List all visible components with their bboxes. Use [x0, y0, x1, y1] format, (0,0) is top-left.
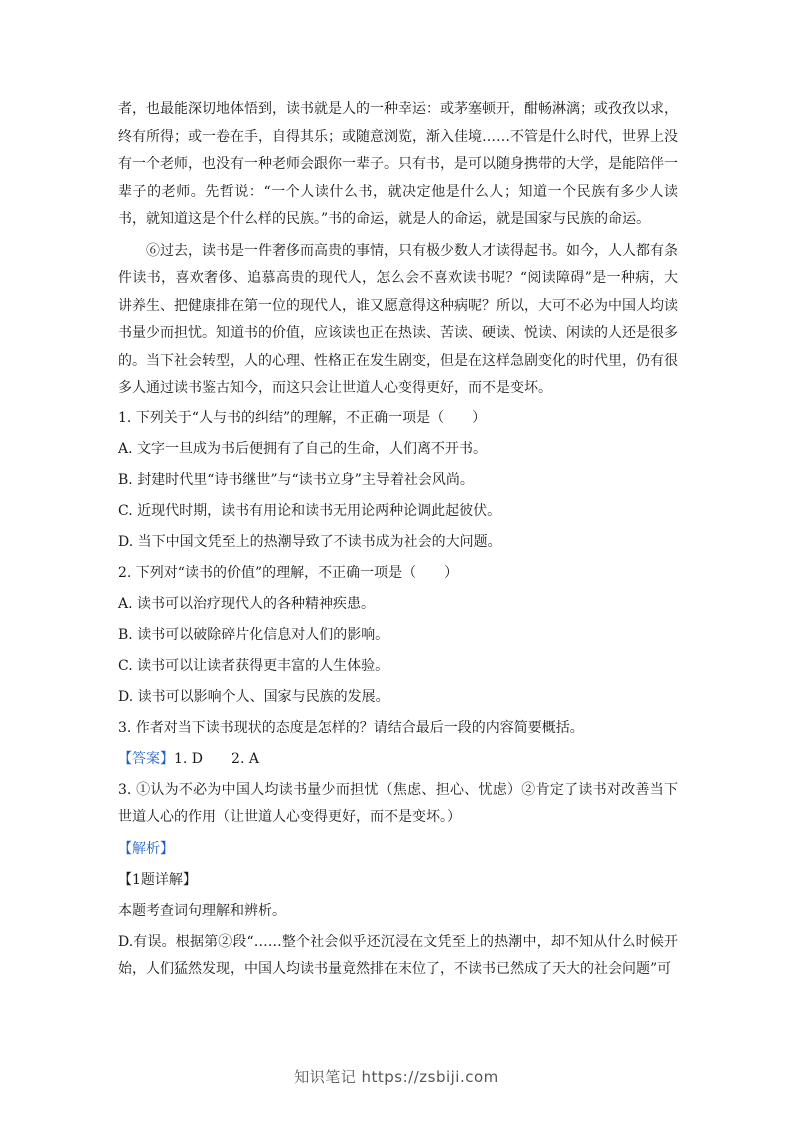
analysis-subtitle: 【1题详解】 [118, 871, 197, 888]
question-1 [118, 403, 678, 558]
answer-line [118, 744, 678, 775]
passage-paragraph-5-end: 者，也最能深切地体悟到，读书就是人的一种幸运：或茅塞顿开，酣畅淋漓；或孜孜以求，终有所得；或一卷在手，自得其乐；或随意浏览，渐入佳境……不管是什么时代，世界上没有一个老师，也没有一种老师会跟你一辈子。只有书，是可以随身携带的大学，是能陪伴一辈子的老师。先哲说：“一个人读什么书，就决定他是什么人；知道一个民族有多少人读书，就知道这是个什么样的民族。”书的命运，就是人的命运，就是国家与民族的命运。 [118, 101, 678, 227]
question-1-stem: 1. 下列关于“人与书的纠结”的理解，不正确一项是（ ） [118, 409, 487, 426]
document-page [118, 96, 678, 984]
analysis-intro: 本题考查词句理解和辨析。 [118, 902, 286, 919]
answer-tag: 【答案】 [118, 750, 174, 767]
site-watermark: 知识笔记 https://zsbiji.com [294, 1068, 499, 1086]
question-2-option-d: D. 读书可以影响个人、国家与民族的发展。 [118, 688, 390, 705]
question-1-option-b: B. 封建时代里“诗书继世”与“读书立身”主导着社会风尚。 [118, 471, 474, 488]
question-2 [118, 558, 678, 713]
question-1-option-c: C. 近现代时期，读书有用论和读书无用论两种论调此起彼伏。 [118, 502, 502, 519]
question-3-stem: 3. 作者对当下读书现状的态度是怎样的？请结合最后一段的内容简要概括。 [118, 719, 584, 736]
analysis-detail: D.有误。根据第②段“……整个社会似乎还沉浸在文凭至上的热潮中，却不知从什么时候开始，人们猛然发现，中国人均读书量竟然排在末位了，不读书已然成了天大的社会问题”可 [118, 933, 678, 977]
passage-paragraph-6: ⑥过去，读书是一件奢侈而高贵的事情，只有极少数人才读得起书。如今，人人都有条件读书，喜欢奢侈、追慕高贵的现代人，怎么会不喜欢读书呢？“阅读障碍”是一种病，大讲养生、把健康排在第一位的现代人，谁又愿意得这种病呢？所以，大可不必为中国人均读书量少而担忧。知道书的价值，应该读也正在热读、苦读、硬读、悦读、闲读的人还是很多的。当下社会转型，人的心理、性格正在发生剧变，但是在这样急剧变化的时代里，仍有很多人通过读书鉴古知今，而这只会让世道人心变得更好，而不是变坏。 [118, 242, 678, 396]
question-2-stem: 2. 下列对“读书的价值”的理解，不正确一项是（ ） [118, 564, 459, 581]
question-2-option-a: A. 读书可以治疗现代人的各种精神疾患。 [118, 595, 376, 612]
answer-q3: 3. ①认为不必为中国人均读书量少而担忧（焦虑、担心、忧虑）②肯定了读书对改善当下世道人心的作用（让世道人心变得更好，而不是变坏。） [118, 781, 678, 825]
question-1-option-a: A. 文字一旦成为书后便拥有了自己的生命，人们离不开书。 [118, 440, 488, 457]
question-1-option-d: D. 当下中国文凭至上的热潮导致了不读书成为社会的大问题。 [118, 533, 502, 550]
question-2-option-b: B. 读书可以破除碎片化信息对人们的影响。 [118, 626, 390, 643]
answer-q1: 1. D [174, 750, 204, 767]
answer-q2: 2. A [231, 750, 259, 767]
question-2-option-c: C. 读书可以让读者获得更丰富的人生体验。 [118, 657, 390, 674]
analysis-tag: 【解析】 [118, 840, 174, 857]
